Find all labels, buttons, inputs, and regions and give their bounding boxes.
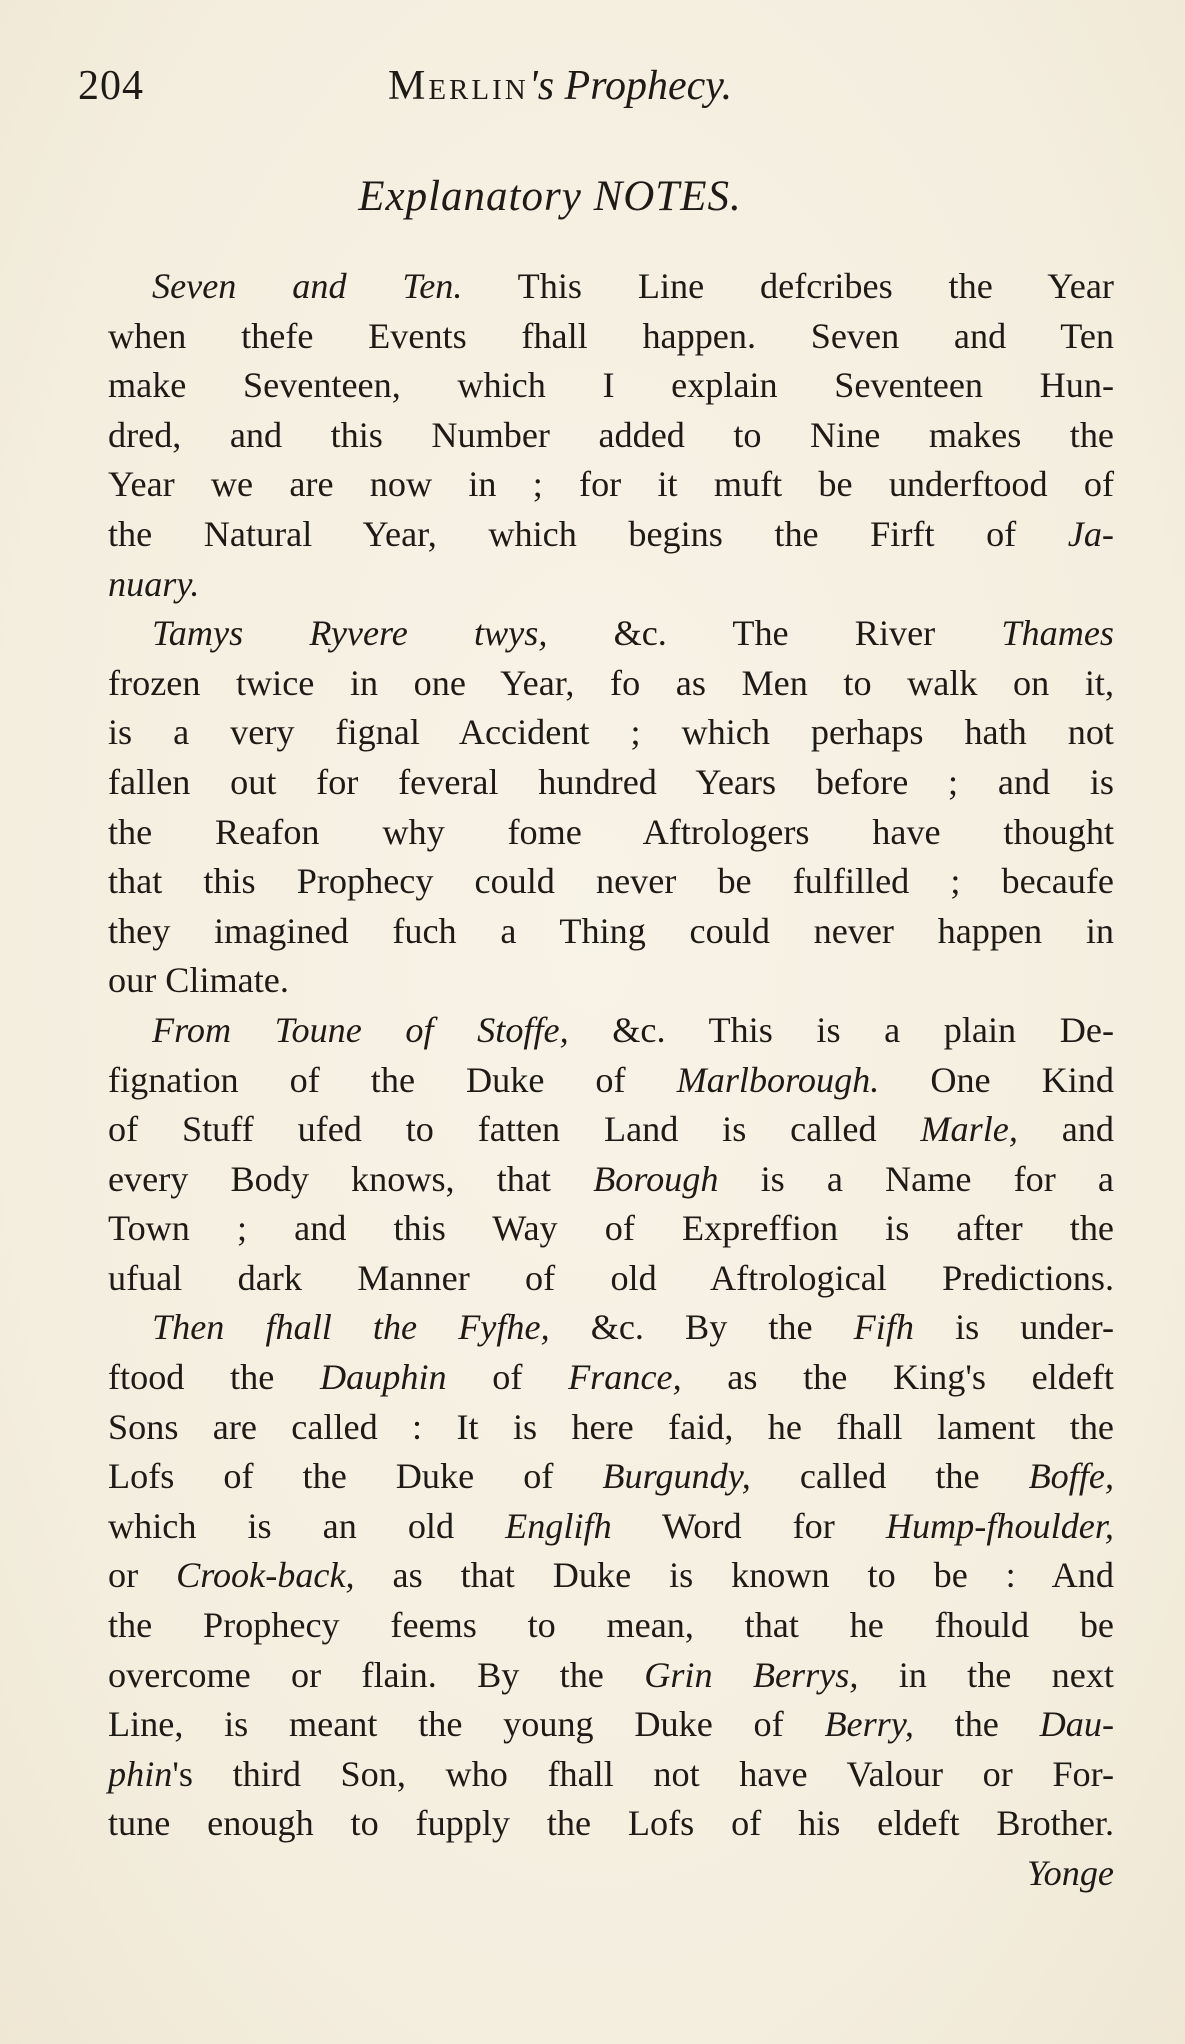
italic-text: Berry, xyxy=(824,1704,914,1745)
text-segment: or xyxy=(108,1555,177,1596)
text-line xyxy=(108,857,1114,907)
text-line xyxy=(108,1204,1114,1254)
text-segment: as the King's eldeft xyxy=(681,1357,1114,1398)
text-segment: Year we are now in ; for it muft be underftood of xyxy=(108,464,1114,505)
italic-text: France, xyxy=(568,1357,682,1398)
italic-text: Fifh xyxy=(853,1307,914,1348)
text-line xyxy=(108,1056,1114,1106)
text-segment: the Natural Year, which begins the Firft of xyxy=(108,513,1068,554)
text-line xyxy=(108,1601,1114,1651)
text-line xyxy=(108,956,1114,1006)
text-segment: &c. By the xyxy=(549,1307,854,1348)
running-head-possessive: 's xyxy=(528,63,555,109)
italic-text: nuary. xyxy=(108,563,200,604)
text-line xyxy=(108,907,1114,957)
italic-text: Then fhall the Fyfhe, xyxy=(152,1307,550,1348)
text-line xyxy=(108,1452,1114,1502)
text-line xyxy=(108,312,1114,362)
text-segment: Sons are called : It is here faid, he fhall lament the xyxy=(108,1406,1114,1447)
catchword-line xyxy=(108,1849,1114,1899)
text-line xyxy=(108,510,1114,560)
italic-text: Borough xyxy=(593,1158,719,1199)
text-segment: 's third Son, who fhall not have Valour or For- xyxy=(172,1753,1114,1794)
text-segment: Lofs of the Duke of xyxy=(108,1456,603,1497)
text-line xyxy=(108,1651,1114,1701)
text-segment: is under- xyxy=(913,1307,1115,1348)
text-segment: which is an old xyxy=(108,1505,506,1546)
italic-text: phin xyxy=(108,1753,173,1794)
text-line xyxy=(108,609,1114,659)
italic-text: Burgundy, xyxy=(602,1456,751,1497)
text-segment: of xyxy=(446,1357,569,1398)
text-segment: frozen twice in one Year, fo as Men to walk on it, xyxy=(108,662,1114,703)
section-title: Explanatory NOTES. xyxy=(358,173,742,220)
text-line xyxy=(108,808,1114,858)
text-segment: overcome or flain. By the xyxy=(108,1654,645,1695)
text-segment: Line, is meant the young Duke of xyxy=(108,1704,825,1745)
italic-text: Boffe, xyxy=(1028,1456,1114,1497)
italic-text: Hump-fhoulder, xyxy=(885,1505,1114,1546)
running-head-work: Prophecy. xyxy=(564,63,733,109)
text-segment: One Kind xyxy=(879,1059,1114,1100)
text-line xyxy=(108,460,1114,510)
text-segment: the xyxy=(913,1704,1040,1745)
text-segment: Word for xyxy=(611,1505,886,1546)
italic-text: Crook-back, xyxy=(176,1555,355,1596)
text-segment: in the next xyxy=(858,1654,1114,1695)
text-line xyxy=(108,1254,1114,1304)
text-line xyxy=(108,1403,1114,1453)
text-line xyxy=(108,708,1114,758)
text-line xyxy=(108,1105,1114,1155)
text-segment: make Seventeen, which I explain Seventeen Hun- xyxy=(108,365,1114,406)
text-segment: &c. This is a plain De- xyxy=(568,1009,1114,1050)
text-line xyxy=(108,1353,1114,1403)
text-segment: Town ; and this Way of Expreffion is after the xyxy=(108,1208,1114,1249)
text-segment: the Prophecy feems to mean, that he fhould be xyxy=(108,1605,1114,1646)
text-segment: they imagined fuch a Thing could never happen in xyxy=(108,910,1114,951)
text-line xyxy=(108,1303,1114,1353)
italic-text: Marle, xyxy=(920,1109,1018,1150)
text-line xyxy=(108,1551,1114,1601)
text-segment: This Line defcribes the Year xyxy=(462,266,1114,306)
text-line xyxy=(108,262,1114,312)
text-segment: as that Duke is known to be : And xyxy=(354,1555,1114,1596)
italic-text: From Toune of Stoffe, xyxy=(152,1009,569,1050)
running-head xyxy=(78,62,1118,122)
italic-text: Yonge xyxy=(1026,1853,1114,1893)
text-line xyxy=(108,1155,1114,1205)
text-line xyxy=(108,1750,1114,1800)
italic-text: Tamys Ryvere twys, xyxy=(152,613,548,654)
text-line xyxy=(108,1799,1114,1849)
text-segment: is a very fignal Accident ; which perhaps hath not xyxy=(108,712,1114,753)
italic-text: Grin Berrys, xyxy=(644,1654,859,1695)
text-segment: ftood the xyxy=(108,1357,320,1398)
text-line xyxy=(108,411,1114,461)
text-segment: fallen out for feveral hundred Years before ; and is xyxy=(108,761,1114,802)
italic-text: Ja- xyxy=(1067,513,1114,554)
text-line xyxy=(108,1502,1114,1552)
italic-text: Seven and Ten. xyxy=(152,266,463,306)
text-segment: is a Name for a xyxy=(718,1158,1114,1199)
text-segment: ufual dark Manner of old Aftrological Predictions. xyxy=(108,1257,1114,1298)
body-text xyxy=(108,262,1114,1899)
italic-text: Englifh xyxy=(505,1505,612,1546)
italic-text: Dau- xyxy=(1039,1704,1114,1745)
text-segment: tune enough to fupply the Lofs of his eldeft Brother. xyxy=(108,1803,1114,1844)
text-segment: when thefe Events fhall happen. Seven and Ten xyxy=(108,315,1114,356)
running-head-name: Merlin xyxy=(388,63,529,109)
running-head-title xyxy=(388,62,732,110)
text-segment: of Stuff ufed to fatten Land is called xyxy=(108,1109,921,1150)
text-segment: fignation of the Duke of xyxy=(108,1059,677,1100)
text-segment: called the xyxy=(750,1456,1029,1497)
text-segment: our Climate. xyxy=(108,960,289,1001)
text-segment: and xyxy=(1017,1109,1114,1150)
text-segment: &c. The River xyxy=(547,613,1002,654)
text-line xyxy=(108,659,1114,709)
text-line xyxy=(108,1006,1114,1056)
text-line xyxy=(108,361,1114,411)
text-line xyxy=(108,758,1114,808)
text-segment: dred, and this Number added to Nine makes the xyxy=(108,414,1114,455)
text-segment: every Body knows, that xyxy=(108,1158,594,1199)
italic-text: Dauphin xyxy=(319,1357,447,1398)
text-line xyxy=(108,1700,1114,1750)
text-line xyxy=(108,560,1114,610)
page-number: 204 xyxy=(78,63,144,109)
italic-text: Thames xyxy=(1001,613,1114,654)
text-segment: the Reafon why fome Aftrologers have thought xyxy=(108,811,1114,852)
italic-text: Marlborough. xyxy=(676,1059,880,1100)
text-segment: that this Prophecy could never be fulfilled ; becaufe xyxy=(108,861,1114,902)
